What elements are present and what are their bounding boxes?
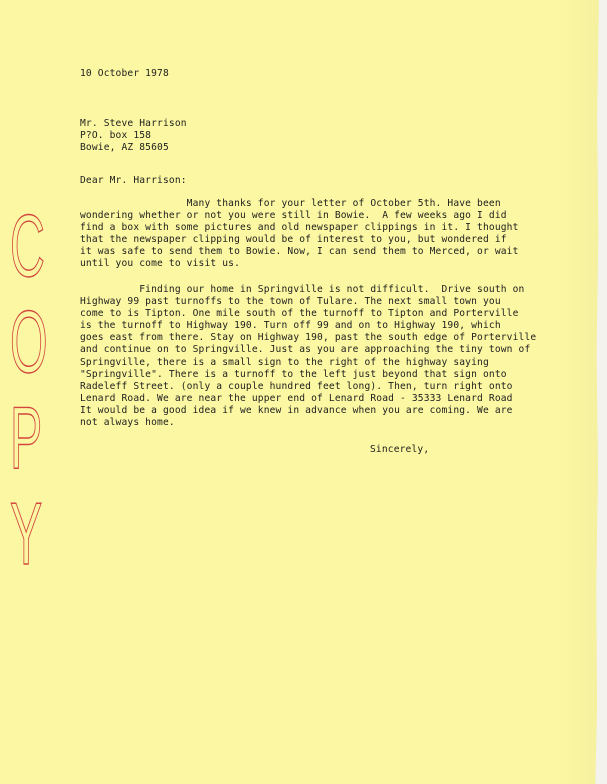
text-line: Radeleff Street. (only a couple hundred feet long). Then, turn right onto [80,380,513,392]
text-line: that the newspaper clipping would be of interest to you, but wondered if [80,234,507,246]
text-line: Many thanks for your letter of October 5th. Have been [80,198,501,209]
letter-date: 10 October 1978 [80,68,169,79]
paragraph-1 [80,198,519,271]
recipient-address [80,118,187,154]
text-line: Lenard Road. We are near the upper end of Lenard Road - 35333 Lenard Road [80,392,513,404]
salutation: Dear Mr. Harrison: [80,175,187,186]
text-line: goes east from there. Stay on Highway 190, past the south edge of Porterville [80,332,537,344]
text-line: It would be a good idea if we knew in advance when you are coming. We are [80,404,513,416]
text-line: Finding our home in Springville is not difficult. Drive south on [80,284,525,295]
text-line: until you come to visit us. [80,258,240,270]
copy-stamp-letter-y: Y [10,484,43,583]
text-line: it was safe to send them to Bowie. Now, I can send them to Merced, or wait [80,246,519,258]
closing: Sincerely, [370,444,430,455]
text-line: Highway 99 past turnoffs to the town of Tulare. The next small town you [80,296,501,308]
paragraph-2 [80,284,536,429]
copy-stamp-letter-c: C [10,196,45,295]
address-line: P?O. box 158 [80,130,152,142]
address-line: Bowie, AZ 85605 [80,142,169,154]
text-line: find a box with some pictures and old newspaper clippings in it. I thought [80,222,519,234]
text-line: come to is Tipton. One mile south of the turnoff to Tipton and Porterville [80,308,519,320]
text-line: is the turnoff to Highway 190. Turn off 99 and on to Highway 190, which [80,320,501,332]
copy-stamp-letter-p: P [10,388,43,487]
text-line: "Springville". There is a turnoff to the left just beyond that sign onto [80,368,507,380]
text-line: and continue on to Springville. Just as you are approaching the tiny town of [80,344,531,356]
copy-stamp-letter-o: O [10,292,48,391]
text-line: wondering whether or not you were still in Bowie. A few weeks ago I did [80,210,507,222]
address-line: Mr. Steve Harrison [80,118,187,129]
text-line: Springville, there is a small sign to the right of the highway saying [80,356,489,368]
text-line: not always home. [80,417,175,429]
copy-stamp [10,198,50,582]
torn-page-edge [589,0,607,784]
